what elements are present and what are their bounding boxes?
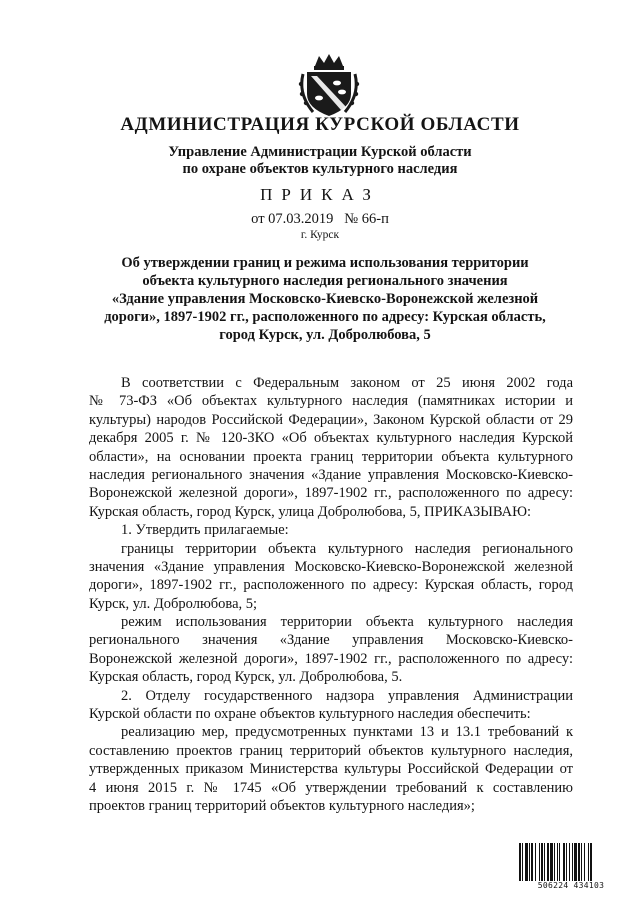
- barcode-bar: [578, 843, 580, 881]
- barcode-bar: [569, 843, 570, 881]
- department-line-2: по охране объектов культурного наследия: [182, 161, 458, 177]
- body-line: Воронежской железной дороги», 1897-1902 гг., расположенного по адресу:: [89, 650, 573, 667]
- barcode-bar: [522, 843, 523, 881]
- barcode-number: 506224 434103: [537, 881, 605, 890]
- barcode-bar: [525, 843, 528, 881]
- order-body: [89, 374, 573, 815]
- body-line: № 73-ФЗ «Об объектах культурного наследия (памятниках истории и: [89, 393, 573, 410]
- body-line: границы территории объекта культурного наследия регионального: [121, 540, 573, 557]
- barcode-icon: [519, 843, 621, 883]
- body-line: 1. Утвердить прилагаемые:: [121, 522, 289, 539]
- department-line-1: Управление Администрации Курской области: [168, 144, 472, 160]
- document-type: ПРИКАЗ: [260, 185, 380, 204]
- heading-line: дороги», 1897-1902 гг., расположенного по адресу: Курская область,: [104, 309, 546, 325]
- barcode-bar: [584, 843, 585, 881]
- barcode-bar: [588, 843, 589, 881]
- barcode-bar: [566, 843, 567, 881]
- heading-line: город Курск, ул. Добролюбова, 5: [219, 327, 431, 343]
- body-line: реализацию мер, предусмотренных пунктами 13 и 13.1 требований к: [121, 724, 573, 741]
- heading-line: «Здание управления Московско-Киевско-Воронежской железной: [111, 291, 539, 307]
- organization-title: АДМИНИСТРАЦИЯ КУРСКОЙ ОБЛАСТИ: [120, 114, 520, 135]
- barcode-bar: [550, 843, 553, 881]
- barcode-bar: [535, 843, 536, 881]
- body-line: дороги», 1897-1902 гг., расположенного по адресу: Курская область, город: [89, 577, 573, 594]
- barcode-bar: [539, 843, 540, 881]
- body-line: культуры) народов Российской Федерации», Законом Курской области от 29: [89, 411, 573, 428]
- barcode-bar: [554, 843, 555, 881]
- barcode-bar: [541, 843, 543, 881]
- body-line: декабря 2005 г. № 120-ЗКО «Об объектах культурного наследия Курской: [89, 430, 573, 447]
- body-line: Курской области по охране объектов культурного наследия обеспечить:: [89, 706, 531, 723]
- barcode-bar: [547, 843, 549, 881]
- body-line: наследия регионального значения «Здание управления Московско-Киевско-: [89, 466, 573, 483]
- barcode-bar: [519, 843, 521, 881]
- barcode-bar: [529, 843, 530, 881]
- barcode-bar: [559, 843, 560, 881]
- body-line: Курск, ул. Добролюбова, 5;: [89, 595, 258, 612]
- body-line: области», на основании проекта границ территории объекта культурного: [89, 448, 573, 465]
- body-line: Воронежской железной дороги», 1897-1902 гг., расположенного по адресу:: [89, 485, 573, 502]
- body-line: утвержденных приказом Министерства культуры Российской Федерации от: [89, 761, 573, 778]
- city-label: г. Курск: [300, 229, 340, 241]
- date-and-number: от 07.03.2019 № 66-п: [251, 211, 389, 227]
- barcode-bar: [531, 843, 533, 881]
- barcode-bar: [574, 843, 577, 881]
- barcode-bar: [563, 843, 565, 881]
- body-line: Курская область, город Курск, ул. Добролюбова, 5.: [89, 669, 403, 686]
- order-heading: [90, 254, 560, 344]
- body-line: 4 июня 2015 г. № 1745 «Об утверждении требований к составлению: [89, 779, 573, 796]
- body-line: проектов границ территорий объектов культурного наследия»;: [89, 797, 475, 814]
- barcode-bar: [581, 843, 582, 881]
- body-line: регионального значения «Здание управления Московско-Киевско-: [89, 632, 573, 649]
- barcode-bar: [544, 843, 545, 881]
- body-line: составлению проектов границ территорий объектов культурного наследия,: [89, 742, 573, 759]
- heading-line: Об утверждении границ и режима использования территории: [121, 255, 529, 271]
- body-line: Курская область, город Курск, улица Добролюбова, 5, ПРИКАЗЫВАЮ:: [89, 503, 532, 520]
- heading-line: объекта культурного наследия регионального значения: [142, 273, 508, 289]
- barcode-bar: [572, 843, 573, 881]
- body-line: значения «Здание управления Московско-Киевско-Воронежской железной: [89, 558, 573, 575]
- barcode-bar: [590, 843, 592, 881]
- coat-of-arms-icon: [297, 52, 361, 118]
- body-line: режим использования территории объекта культурного наследия: [121, 614, 573, 631]
- barcode-bar: [557, 843, 558, 881]
- body-line: В соответствии с Федеральным законом от 25 июня 2002 года: [121, 375, 573, 391]
- body-line: 2. Отделу государственного надзора управления Администрации: [121, 687, 573, 704]
